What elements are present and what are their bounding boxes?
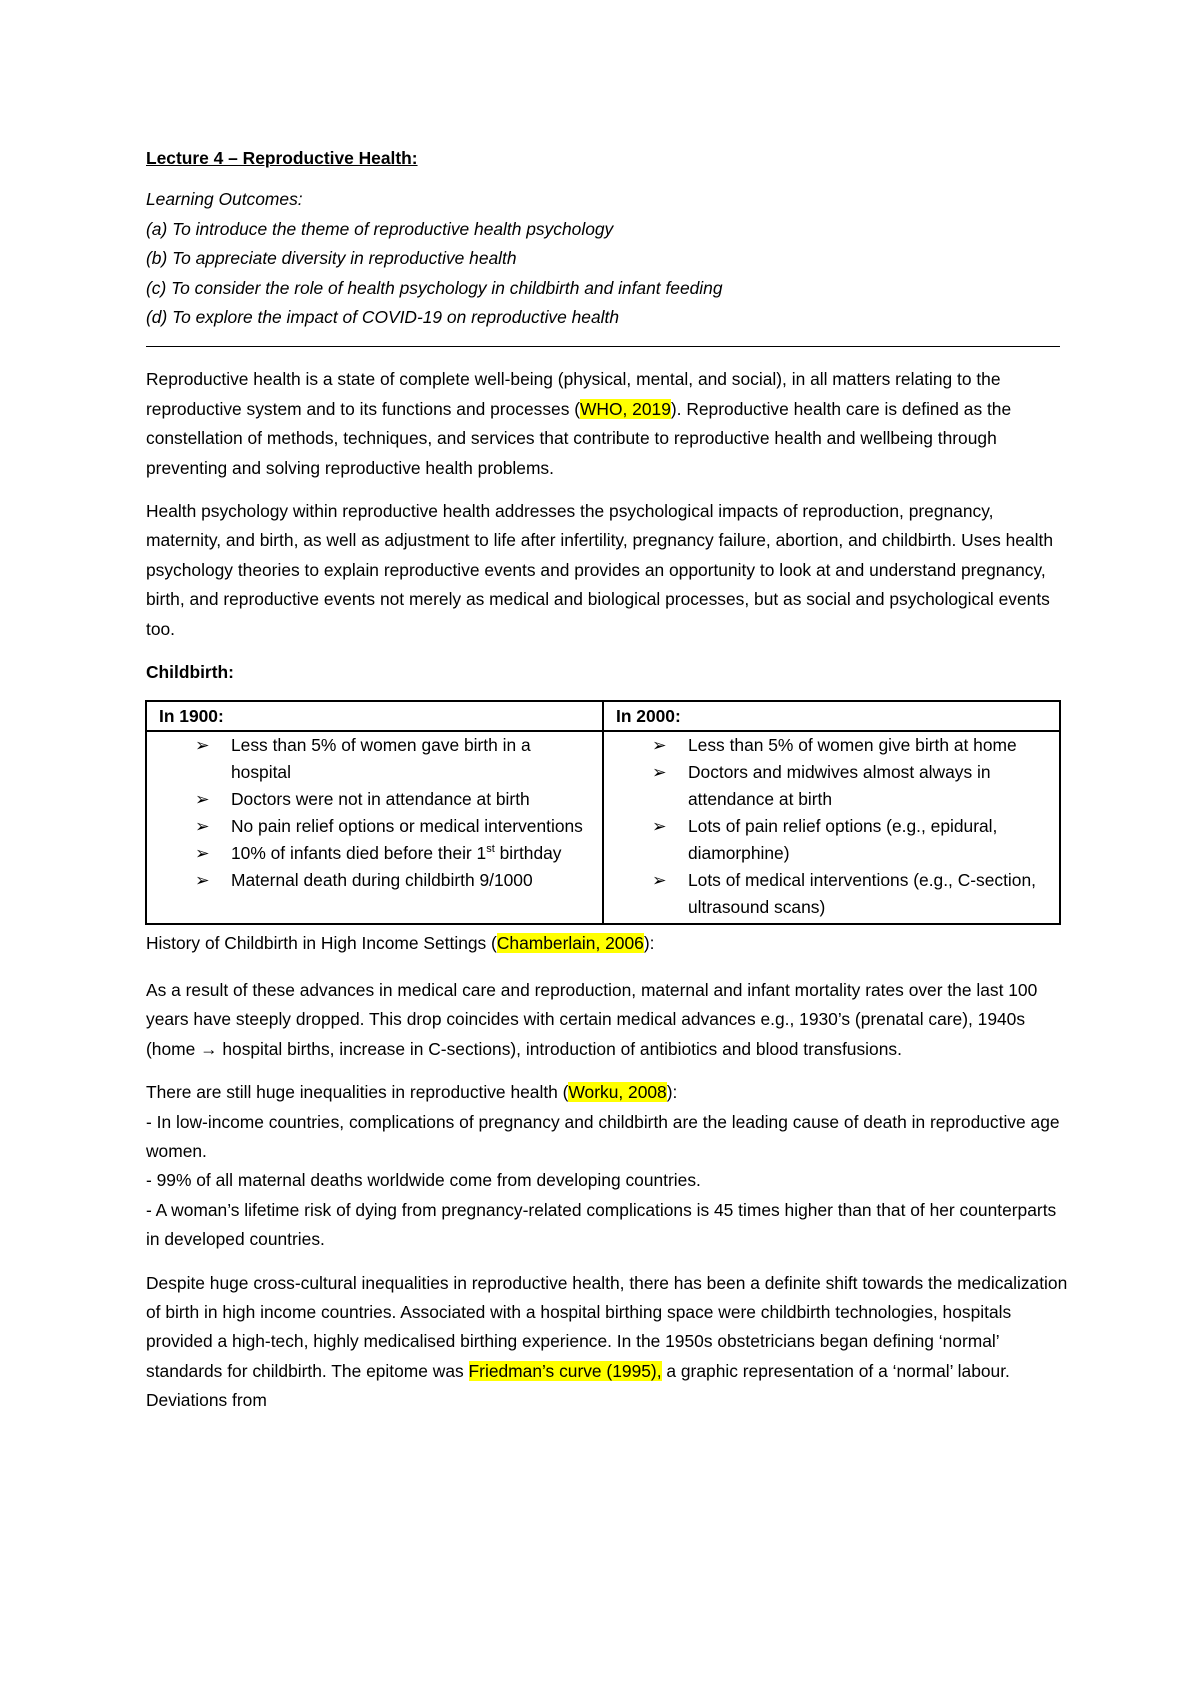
list-item [155, 840, 594, 867]
arrow-bullet-icon: ➢ [195, 788, 210, 809]
citation-highlight: WHO, 2019 [580, 398, 671, 419]
caption-text: ): [643, 932, 655, 953]
arrow-bullet-icon: ➢ [652, 734, 667, 755]
paragraph-text: As a result of these advances in medical care and reproduction, maternal and infant mortality rates over the last 100 years have steeply dropped. This drop coincides with certain medical advances e.g., 1930’s (prenatal care), 1940s (home [146, 979, 1038, 1059]
paragraph-text: hospital births, increase in C-sections), introduction of antibiotics and blood transfusions. [217, 1038, 902, 1059]
paragraph-text: Despite huge cross-cultural inequalities in reproductive health, there has been a definite shift towards the medicalization of birth in high income countries. Associated with a hospital birthing space were childbirth technologies, hospitals provided a high-tech, highly medicalised birthing experience. In the 1950s obstetricians began defining ‘normal’ standards for childbirth. The epitome was [146, 1272, 1068, 1381]
paragraph-inequalities [146, 1078, 1068, 1254]
paragraph-text: a graphic representation of a ‘normal’ labour. Deviations from [146, 1360, 1010, 1411]
list-item [155, 786, 594, 813]
list-item [155, 813, 594, 840]
bullet-list-2000 [612, 732, 1051, 921]
table-row [146, 731, 1060, 924]
inequalities-intro [146, 1078, 1068, 1107]
list-item [612, 732, 1051, 759]
list-item [612, 813, 1051, 867]
arrow-bullet-icon: ➢ [652, 815, 667, 836]
table-caption [146, 929, 1068, 958]
arrow-bullet-icon: ➢ [195, 734, 210, 755]
citation-highlight: Chamberlain, 2006 [496, 932, 644, 953]
list-item-text: birthday [494, 842, 562, 863]
list-item-text: Lots of medical interventions (e.g., C-section, ultrasound scans) [688, 869, 1036, 917]
list-item-text: Lots of pain relief options (e.g., epidural, diamorphine) [688, 815, 998, 863]
list-item-text: 10% of infants died before their 1 [231, 842, 487, 863]
list-item [612, 759, 1051, 813]
paragraph-medicalization [146, 1269, 1068, 1416]
list-item [612, 867, 1051, 921]
document-body [146, 144, 1068, 1430]
bullet-list-1900 [155, 732, 594, 894]
learning-outcomes [146, 185, 1068, 332]
paragraph-text: ): [666, 1082, 678, 1103]
learning-outcome-item: (c) To consider the role of health psychology in childbirth and infant feeding [146, 277, 723, 298]
paragraph-mortality [146, 976, 1068, 1064]
paragraph-text: There are still huge inequalities in reproductive health ( [146, 1082, 569, 1103]
table-header-1900: In 1900: [146, 701, 603, 731]
learning-outcomes-heading: Learning Outcomes: [146, 189, 303, 210]
arrow-bullet-icon: ➢ [195, 869, 210, 890]
learning-outcome-item: (b) To appreciate diversity in reproductive health [146, 248, 517, 269]
inequality-line: - In low-income countries, complications of pregnancy and childbirth are the leading cause of death in reproductive age women. [146, 1111, 1060, 1161]
lecture-title: Lecture 4 – Reproductive Health: [146, 148, 418, 168]
paragraph-health-psychology: Health psychology within reproductive health addresses the psychological impacts of reproduction, pregnancy, maternity, and birth, as well as adjustment to life after infertility, pregnancy failure, abortion, and childbirth. Uses health psychology theories to explain reproductive events and provides an opportunity to look at and understand pregnancy, birth, and reproductive events not merely as medical and biological processes, but as social and psychological events too. [146, 501, 1054, 639]
arrow-bullet-icon: ➢ [195, 842, 210, 863]
list-item-text: Less than 5% of women gave birth in a hospital [231, 734, 531, 782]
list-item-text: Maternal death during childbirth 9/1000 [231, 869, 533, 890]
childbirth-heading: Childbirth: [146, 662, 234, 683]
table-cell-1900 [146, 731, 603, 924]
learning-outcome-item: (d) To explore the impact of COVID-19 on reproductive health [146, 307, 620, 328]
list-item-text: Doctors were not in attendance at birth [231, 788, 530, 809]
caption-text: History of Childbirth in High Income Settings ( [146, 932, 497, 953]
table-cell-2000 [603, 731, 1060, 924]
inequality-line: - A woman’s lifetime risk of dying from pregnancy-related complications is 45 times higher than that of her counterparts in developed countries. [146, 1199, 1057, 1250]
list-item [155, 732, 594, 786]
paragraph-text: ). Reproductive health care is defined as the constellation of methods, techniques, and services that contribute to reproductive health and wellbeing through preventing and solving reproductive health problems. [146, 398, 1012, 478]
list-item-text: No pain relief options or medical interventions [231, 815, 583, 836]
table-header-row [146, 701, 1060, 731]
paragraph-definition [146, 365, 1068, 483]
arrow-bullet-icon: ➢ [652, 761, 667, 782]
comparison-table [145, 700, 1061, 925]
arrow-bullet-icon: ➢ [652, 869, 667, 890]
arrow-bullet-icon: ➢ [195, 815, 210, 836]
citation-highlight: Friedman’s curve (1995), [468, 1360, 662, 1381]
list-item [155, 867, 594, 894]
list-item-text: Doctors and midwives almost always in attendance at birth [688, 761, 991, 809]
citation-highlight: Worku, 2008 [568, 1082, 667, 1103]
inequality-line: - 99% of all maternal deaths worldwide come from developing countries. [146, 1170, 701, 1191]
list-item-text: Less than 5% of women give birth at home [688, 734, 1017, 755]
superscript: st [486, 842, 495, 855]
table-header-2000: In 2000: [603, 701, 1060, 731]
horizontal-divider [146, 346, 1060, 347]
right-arrow-icon: → [200, 1038, 218, 1059]
learning-outcome-item: (a) To introduce the theme of reproductive health psychology [146, 218, 614, 239]
paragraph-text: Reproductive health is a state of complete well-being (physical, mental, and social), in all matters relating to the reproductive system and to its functions and processes ( [146, 369, 1001, 419]
